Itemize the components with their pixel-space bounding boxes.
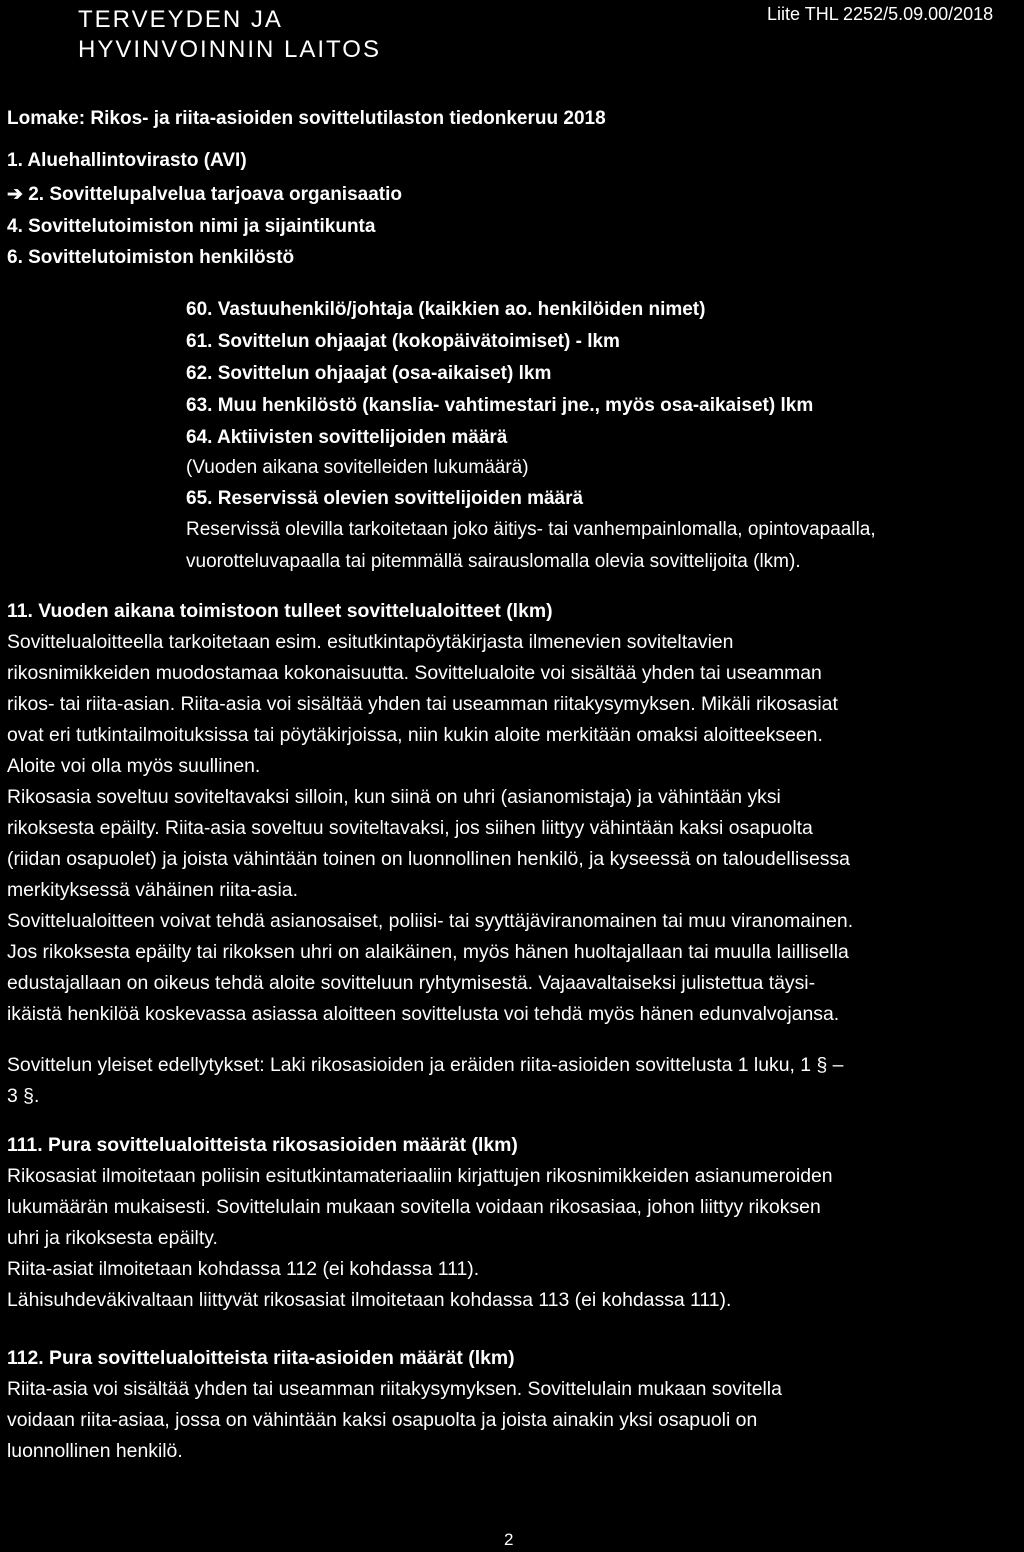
prerequisites-line2: 3 §. — [7, 1085, 40, 1107]
document-reference: Liite THL 2252/5.09.00/2018 — [767, 4, 994, 24]
section-111-body — [7, 1161, 833, 1316]
toc-item-4: 4. Sovittelutoimiston nimi ja sijaintikunta — [7, 216, 376, 237]
paragraph-line: rikos- tai riita-asian. Riita-asia voi sisältää yhden tai useamman riitakysymyksen. Mikäli rikosasiat — [7, 693, 838, 715]
staff-item-65-note-line2: vuorotteluvapaalla tai pitemmällä sairauslomalla olevia sovittelijoita (lkm). — [186, 551, 801, 572]
paragraph-line: ikäistä henkilöä koskevassa asiassa aloitteen sovittelusta voi tehdä myös hänen edunvalvojansa. — [7, 1003, 840, 1025]
paragraph-line: Rikosasia soveltuu soviteltavaksi silloin, kun siinä on uhri (asianomistaja) ja vähintään yksi — [7, 786, 781, 808]
toc-item-1: 1. Aluehallintovirasto (AVI) — [7, 150, 247, 171]
org-name-line1: TERVEYDEN JA — [78, 6, 283, 33]
paragraph-line: Sovittelualoitteella tarkoitetaan esim. esitutkintapöytäkirjasta ilmenevien soviteltavien — [7, 631, 734, 653]
paragraph-line: merkityksessä vähäinen riita-asia. — [7, 879, 298, 901]
paragraph-line: rikosnimikkeiden muodostamaa kokonaisuutta. Sovittelualoite voi sisältää yhden tai useamman — [7, 662, 822, 684]
staff-item-64: 64. Aktiivisten sovittelijoiden määrä — [186, 427, 508, 448]
staff-item-64-note: (Vuoden aikana sovitelleiden lukumäärä) — [186, 457, 529, 478]
staff-item-60: 60. Vastuuhenkilö/johtaja (kaikkien ao. henkilöiden nimet) — [186, 299, 706, 320]
staff-item-65: 65. Reservissä olevien sovittelijoiden määrä — [186, 488, 584, 509]
form-title: Lomake: Rikos- ja riita-asioiden sovittelutilaston tiedonkeruu 2018 — [7, 108, 606, 129]
paragraph-line: Rikosasiat ilmoitetaan poliisin esitutkintamateriaaliin kirjattujen rikosnimikkeiden asianumeroiden — [7, 1165, 833, 1187]
paragraph-line: (riidan osapuolet) ja joista vähintään toinen on luonnollinen henkilö, ja kyseessä on taloudellisessa — [7, 848, 850, 870]
paragraph-line: uhri ja rikoksesta epäilty. — [7, 1227, 218, 1249]
paragraph-line: Riita-asia voi sisältää yhden tai useamman riitakysymyksen. Sovittelulain mukaan sovitella — [7, 1378, 782, 1400]
staff-item-65-note-line1: Reservissä olevilla tarkoitetaan joko äitiys- tai vanhempainlomalla, opintovapaalla, — [186, 519, 876, 540]
paragraph-line: Lähisuhdeväkivaltaan liittyvät rikosasiat ilmoitetaan kohdassa 113 (ei kohdassa 111). — [7, 1289, 732, 1311]
paragraph-line: Riita-asiat ilmoitetaan kohdassa 112 (ei kohdassa 111). — [7, 1258, 480, 1280]
section-111-heading: 111. Pura sovittelualoitteista rikosasioiden määrät (lkm) — [7, 1134, 518, 1156]
paragraph-line: voidaan riita-asiaa, jossa on vähintään kaksi osapuolta ja joista ainakin yksi osapuoli on — [7, 1409, 758, 1431]
arrow-icon: ➔ — [7, 184, 23, 205]
paragraph-line: Sovittelualoitteen voivat tehdä asianosaiset, poliisi- tai syyttäjäviranomainen tai muu viranomainen. — [7, 910, 854, 932]
paragraph-line: lukumäärän mukaisesti. Sovittelulain mukaan sovitella voidaan rikosasiaa, johon liittyy rikoksen — [7, 1196, 821, 1218]
staff-item-62: 62. Sovittelun ohjaajat (osa-aikaiset) lkm — [186, 363, 552, 384]
paragraph-line: Jos rikoksesta epäilty tai rikoksen uhri on alaikäinen, myös hänen huoltajallaan tai muulla laillisella — [7, 941, 849, 963]
paragraph-line: Aloite voi olla myös suullinen. — [7, 755, 261, 777]
prerequisites-line1: Sovittelun yleiset edellytykset: Laki rikosasioiden ja eräiden riita-asioiden sovittelusta 1 luku, 1 § – — [7, 1054, 844, 1076]
staff-item-61: 61. Sovittelun ohjaajat (kokopäivätoimiset) - lkm — [186, 331, 620, 352]
paragraph-line: edustajallaan on oikeus tehdä aloite sovitteluun ryhtymisestä. Vajaavaltaiseksi julistettua täysi- — [7, 972, 816, 994]
page-number: 2 — [504, 1530, 514, 1549]
toc-item-6: 6. Sovittelutoimiston henkilöstö — [7, 247, 295, 268]
section-112-body — [7, 1374, 782, 1467]
staff-item-63: 63. Muu henkilöstö (kanslia- vahtimestari jne., myös osa-aikaiset) lkm — [186, 395, 814, 416]
paragraph-line: rikoksesta epäilty. Riita-asia soveltuu soviteltavaksi, jos siihen liittyy vähintään kaksi osapuolta — [7, 817, 813, 839]
toc-item-2-row — [7, 183, 402, 207]
section-11-heading: 11. Vuoden aikana toimistoon tulleet sovittelualoitteet (lkm) — [7, 600, 553, 622]
toc-item-2: 2. Sovittelupalvelua tarjoava organisaatio — [28, 184, 402, 205]
section-112-heading: 112. Pura sovittelualoitteista riita-asioiden määrät (lkm) — [7, 1347, 515, 1369]
paragraph-line: luonnollinen henkilö. — [7, 1440, 183, 1462]
section-11-body — [7, 627, 853, 1030]
org-name-line2: HYVINVOINNIN LAITOS — [78, 36, 381, 63]
paragraph-line: ovat eri tutkintailmoituksissa tai pöytäkirjoissa, niin kukin aloite merkitään omaksi aloitteekseen. — [7, 724, 823, 746]
